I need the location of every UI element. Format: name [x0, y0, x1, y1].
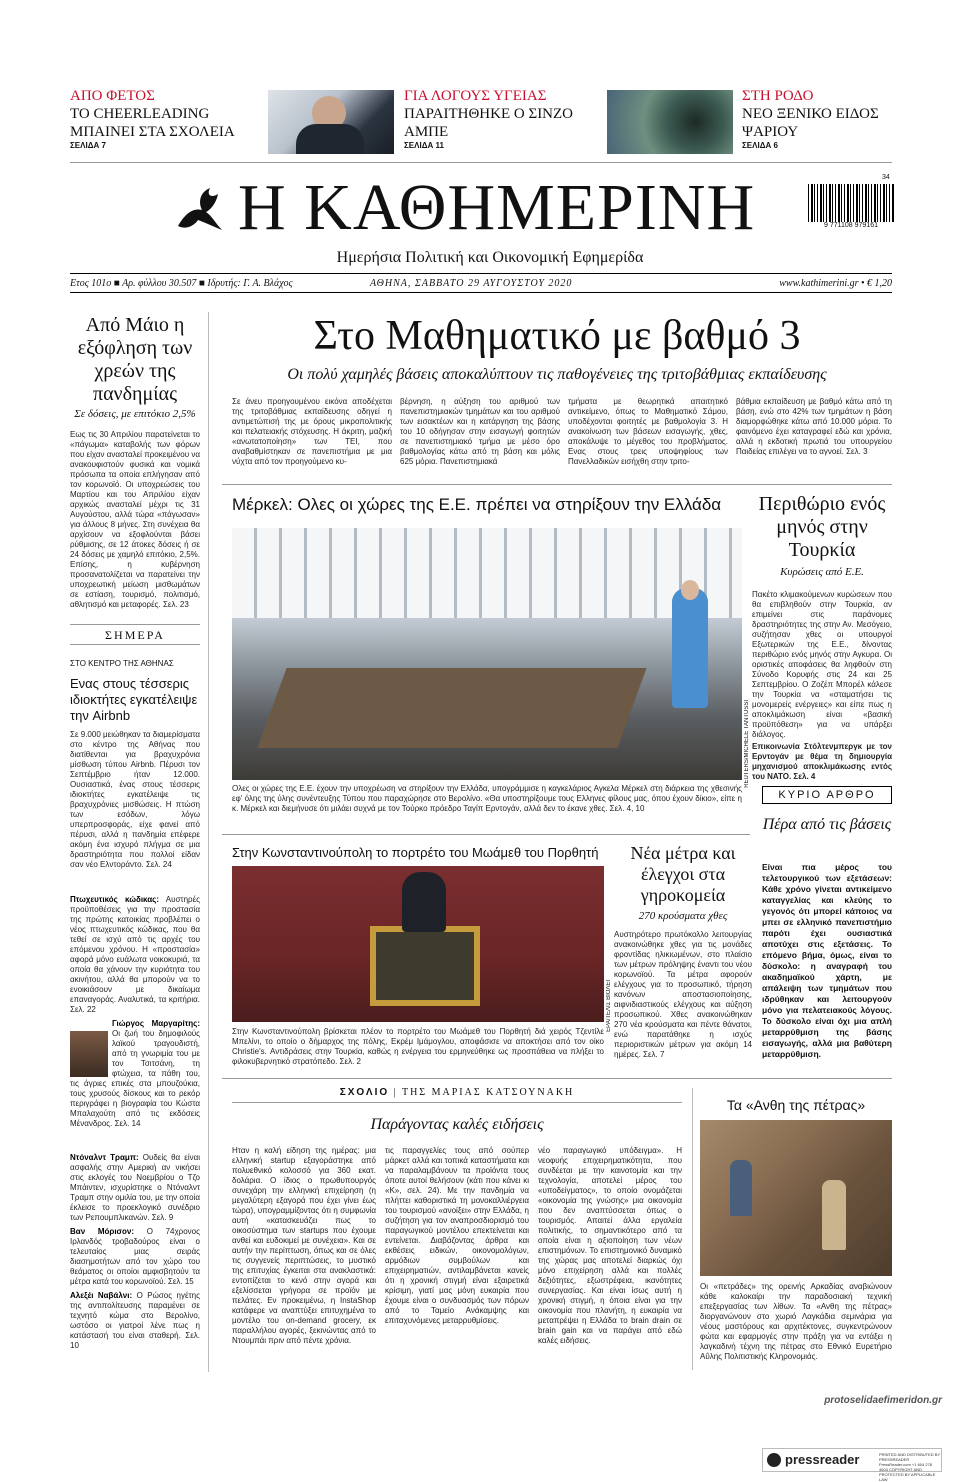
- portrait-caption: Στην Κωνσταντινούπολη βρίσκεται πλέον το πορτρέτο του Μωάμεθ του Πορθητή διά χειρός Τζεντίλε Μπελίνι, το οποίο ο δήμαρχος της πόλης, Εκρέμ Ιμάμογλου, αποφάσισε να αποκτήσει από τον οίκο Christie's. Αντιδράσεις στην Τουρκία, καθώς η ενέργεια του ερμηνεύθηκε ως προσπάθεια να πλήξει το φιλοκυβερνητικό στρατόπεδο. Σελ. 2: [232, 1027, 604, 1066]
- editorial-text: Είναι πια μέρος του τελετουργικού των εξετάσεων: Κάθε χρόνο γίνεται αντικείμενο καταγγελίας και κλεύης το γεγονός ότι μπορεί κάποιος να μπει σε ελληνικό πανεπιστήμιο παρότι έχει ουσιαστικά αποτύχει στις εξετάσεις. Το επόμενο βήμα, όμως, είναι το δύσκολο: η αναγραφή του ακαδημαϊκού χάρτη, με απάλειψη των τμημάτων που ιδρύθηκαν και λειτουργούν μόνο για πελατειακούς λόγους. Το δύσκολο είναι όχι μια απλή μεταρρύθμιση της βάσης εισαγωγής, αλλά μια βαθύτερη μεταρρύθμιση.: [762, 862, 892, 1059]
- divider: [222, 1078, 892, 1079]
- teaser-page: ΣΕΛΙΔΑ 7: [70, 141, 106, 150]
- flowers-caption: Οι «πετράδες» της ορεινής Αρκαδίας αναβιώνουν κάθε καλοκαίρι την παραδοσιακή τεχνική επεξεργασίας των λίθων. Τα «Ανθη της πέτρας» διοργανώνουν στο χωριό Λαγκάδια σεμινάρια για νέους μαστόρους και αρχιτέκτονες, συγκεντρώνουν φώτα και εφαρμογές στην πράξη για να εντάξει η λαγκαδινή τέχνη της πέτρας στο Εθνικό Ευρετήριο Αΰλης Πολιτιστικής Κληρονομιάς.: [700, 1282, 892, 1361]
- painting-shape: [370, 926, 480, 1006]
- barcode-number: 9 771108 979161: [824, 222, 878, 229]
- simera-article[interactable]: [70, 659, 200, 870]
- griffin-logo-icon: [172, 182, 228, 238]
- portrait-headline[interactable]: Στην Κωνσταντινούπολη το πορτρέτο του Μωάμεθ του Πορθητή: [232, 845, 599, 860]
- editorial-label: ΚΥΡΙΟ ΑΡΘΡΟ: [762, 786, 892, 804]
- site-price: www.kathimerini.gr • € 1,20: [779, 278, 892, 289]
- scholio-col-3: νέο παραγωγικό υπόδειγμα». Η νεοφυής επιχειρηματικότητα, που συνδέεται με την καινοτομία και την τεχνολογία, αποτελεί μέρος του «υποδείγματος», το οποίο ονομάζεται «οικονομία της γνώσης» μια οικονομία που δεν αναπτύσσεται όπως ο τουρισμός. Απαιτεί άλλα εργαλεία πολιτικής, το σημαντικότερο από τα οποία είναι η αξιοποίηση των νέων επιστημόνων. Το επιστημονικό δυναμικό της χώρας μας αποτελεί διαρκώς όχι μόνο επιχείρηση αλλά και πολλές δεξιότητες, εξωστρέφεια, ικανότητες συνεργασίας. Και είναι ίσως αυτή η χρονική στιγμή, η όποια είναι για την οικονομία που πλανήτη, η ευκαιρία να μεταπρέψει η Ελλάδα το brain drain σε brain gain και να παράγει από εδώ καλές ειδήσεις.: [538, 1146, 682, 1345]
- teaser-abe-photo[interactable]: [268, 90, 394, 154]
- pressreader-small: PRINTED AND DISTRIBUTED BY PRESSREADER PressReader.com +1 604 278 4604 COPYRIGHT AND PROTECTED BY APPLICABLE LAW: [879, 1452, 941, 1482]
- barcode-bars: [808, 184, 894, 222]
- merkel-figure: [672, 588, 708, 708]
- masthead-subtitle: Ημερήσια Πολιτική και Οικονομική Εφημερίδα: [336, 249, 644, 266]
- barcode: [808, 184, 894, 236]
- divider: [70, 644, 200, 645]
- left-lead-subtitle: Σε δόσεις, με επιτόκιο 2,5%: [74, 408, 196, 420]
- teaser-page: ΣΕΛΙΔΑ 11: [404, 141, 444, 150]
- simera-text: Σε 9.000 μειώθηκαν τα διαμερίσματα στο κέντρο της Αθήνας που διατίθενται για βραχυχρόνια μίσθωση τύπου Airbnb. Πέρυσι τον Σεπτέμβριο ήταν 12.000. Ουσιαστικά, ένας στους τέσσερις ιδιοκτήτες εγκατέλειψε τις βραχυχρόνιες μισθώσεις. Η πτώση των εσόδων, λόγω υπερπροσφοράς, είχε φανεί από πέρυσι, αλλά η πανδημία επέφερε ακόμη ένα ισχυρό πλήγμα σε μια δραστηριότητα που πολλοί είδαν σαν νέο Ελντοράντο. Σελ. 24: [70, 730, 200, 869]
- scholio-col-2: τις παραγγελίες τους από σούπερ μάρκετ αλλά και τοπικά καταστήματα και να παραλαμβάνουν τα προϊόντα τους όποτε αυτοί θελήσουν (κάτι που κάνει κι «Κ», σελ. 24). Με την πανδημία να πλήττει καθοριστικά τη μονοκαλλιέργεια του τουρισμού «ανοίξει» στην Ελλάδα, η συζήτηση για τον αναπροσδιορισμό του παραγωγικού μοντέλου επεκτείνεται και εντείνεται. Διαβάζοντας άρθρα και εκθέσεις ειδικών, οικονομολόγων, αρμόδιων συμβούλων και επιχειρηματιών, αντιλαμβάνεται κανείς ότι η χρονική στιγμή είναι εξαιρετικά κρίσιμη, γιατί μας μόνη ευκαιρία που έχουμε είναι ο συνδυασμός των πόρων από το Ταμείο Ανάκαμψης και επιταχυνόμενες μεταρρυθμίσεις.: [385, 1146, 529, 1325]
- barcode-top: 34: [882, 174, 890, 181]
- lead-col-4: βάθμια εκπαίδευση με βαθμό κάτω από τη βάση, ενώ στο 42% των τμημάτων η βάση διαμορφώθηκε κάτω από 10.000 μόρια. Το φαινόμενο έχει καταγραφεί εδώ και χρόνια, αλλά η εκδοτική πρωτιά του υπουργείου Παιδείας επιλέγει να το αγνοεί. Σελ. 3: [736, 397, 892, 456]
- issue-info: Ετος 101ο ■ Αρ. φύλλου 30.507 ■ Ιδρυτής: Γ. Α. Βλάχος: [70, 278, 293, 289]
- scholio-author: ΤΗΣ ΜΑΡΙΑΣ ΚΑΤΣΟΥΝΑΚΗ: [401, 1087, 575, 1098]
- brief-text: Ο 74χρονος Ιρλανδός τροβαδούρος είναι ο τελευταίος μιας σειράς διασημοτήτων από τον χώρο του θεάματος οι οποίοι αμφισβητούν τα μέτρα κατά του κορωνοϊού. Σελ. 15: [70, 1227, 200, 1286]
- brief-text: Αυστηρές προϋποθέσεις για την προστασία της πρώτης κατοικίας προβλέπει ο νέος πτωχευτικός κώδικας, που θα τεθεί σε ισχύ από τις αρχές του επόμενου χρόνου. Η «προστασία» αφορά μόνο ευάλωτα νοικοκυριά, τα οποία θα χάνουν την κυριότητα του ακινήτου, αλλά θα μπορούν να το ενοικιάσουν με δικαίωμα επαναγοράς. Αναλυτικά, τα κριτήρια. Σελ. 22: [70, 895, 201, 1014]
- merkel-credit: REUTERS/MICHELE TANTUSSI: [744, 700, 750, 788]
- turkey-bullet: Επικοινωνία Στόλτενμπεργκ με τον Ερντογάν με θέμα τη δημιουργία μηχανισμού αποκλιμάκωσης εντός του ΝΑΤΟ. Σελ. 4: [752, 742, 892, 781]
- masthead-title: Η ΚΑΘΗΜΕΡΙΝΗ: [238, 171, 756, 244]
- left-lead[interactable]: [70, 314, 200, 610]
- brief-head: Αλεξέι Ναβάλνι:: [70, 1291, 133, 1300]
- brief-head: Γιώργος Μαργαρίτης:: [112, 1019, 200, 1028]
- merkel-headline-bold: Μέρκελ:: [232, 495, 293, 514]
- nursing-article[interactable]: [614, 843, 752, 1060]
- left-lead-title: Από Μάιο η εξόφληση των χρεών της πανδημίας: [77, 314, 193, 405]
- scholio-title[interactable]: Παράγοντας καλές ειδήσεις: [370, 1116, 544, 1133]
- brief-text: Ουδείς θα είναι ασφαλής στην Αμερική αν νικήσει στις εκλογές του Νοεμβρίου ο Τζο Μπάιντεν, ισχυρίστηκε ο Ντόναλντ Τραμπ στην ομιλία του, με την οποία έκλεισε το προεκλογικό συνέδριο των Ρεπουμπλικανών. Σελ. 9: [70, 1153, 200, 1222]
- turkey-text: Πακέτο κλιμακούμενων κυρώσεων που θα επιβληθούν στην Τουρκία, αν επιμείνει στις παράνομες δραστηριότητες της στην Αν. Μεσόγειο, συζήτησαν χθες οι υπουργοί Εξωτερικών της Ε.Ε., δίνοντας περιθώριο ενός μηνός στην Αγκυρα. Οι οριστικές αποφάσεις θα ληφθούν στη Σύνοδο Κορυφής στις 24 και 25 Σεπτεμβρίου. Ο Ζοζέπ Μπορέλ κάλεσε την Τουρκία να «σταματήσει τις μονομερείς ενέργειες» και είπε πως η αποκλιμάκωση είναι «βασική προϋπόθεση» για να υπάρξει διάλογος.: [752, 590, 892, 739]
- turkey-title: Περιθώριο ενός μηνός στην Τουρκία: [758, 493, 886, 561]
- teaser-title: ΝΕΟ ΞΕΝΙΚΟ ΕΙΔΟΣ ΨΑΡΙΟΥ: [742, 106, 879, 140]
- lead-col-3: τμήματα με θεωρητικά απαιτητικό αντικείμενο, όπως το Μαθηματικό Σάμου, υποδέχονται φοιτητές με βαθμολογία 3. Η ανακοίνωση των βάσεων εισαγωγής, χθες, αποκάλυψε το μέγεθος του προβλήματος. Ενας στους τρεις υποψηφίους των Πανελλαδικών εισήχθη στην τριτο-: [568, 397, 728, 466]
- site-watermark[interactable]: protoselidaefimeridon.gr: [824, 1395, 942, 1406]
- brief-item[interactable]: [70, 1291, 200, 1351]
- flowers-photo[interactable]: [700, 1120, 892, 1276]
- brief-head: Ντόναλντ Τραμπ:: [70, 1153, 139, 1162]
- merkel-headline[interactable]: [232, 495, 742, 515]
- lead-title[interactable]: Στο Μαθηματικό με βαθμό 3: [313, 313, 801, 359]
- teaser-fish[interactable]: [742, 88, 902, 150]
- rule: [70, 273, 892, 274]
- margaritis-photo: [70, 1031, 108, 1077]
- worker-figure: [822, 1180, 846, 1250]
- scholio-col-1: Ηταν η καλή είδηση της ημέρας: μια ελληνική startup εξαγοράστηκε από πολυεθνικό κολοσσό για 360 εκατ. δολάρια. Ο ίδιος ο πρωθυπουργός συνεχάρη την ελληνική επιχείρηση (η μεγαλύτερη εξαγορά που έχει γίνει έως τώρα), υπογραμμίζοντας ότι η συμφωνία αυτή «κατασκευάζει πως το οικοσύστημα των startups που έχουμε ανθεί και ευδοκιμεί με συνέχεια». Και σε αυτήν την περίπτωση, όπως και σε όλες τις συγγενείς περιπτώσεις, το μυστικό της επιτυχίας έγκειται στα ανακλαστικά: εντοπίζεται το κενό στην αγορά και εξελίσσεται γρήγορα σε προϊόν με πελάτες. Εν προκειμένω, η InstaShop κατάφερε να αναπτύξει επιτυχημένα το μοντέλο του on-demand grocery, εκ παραλλήλου αγορές, ξεκινώντας από το Ντουμπάι πριν από πέντε χρόνια.: [232, 1146, 376, 1345]
- windows-shape: [232, 528, 742, 618]
- teaser-kicker: ΣΤΗ ΡΟΔΟ: [742, 88, 814, 104]
- rule: [70, 292, 892, 293]
- left-lead-text: Εως τις 30 Απριλίου παρατείνεται το «πάγωμα» καταβολής των φόρων που είχαν ανασταλεί προκειμένου να ανακουφιστούν φυσικά και νομικά πρόσωπα τα οποία επλήγησαν από τον κορωνοϊό. Οι υποχρεώσεις του Μαρτίου και του Απριλίου είχαν αρχικώς ανασταλεί μέχρι τις 31 Αυγούστου, αλλά τώρα «πάγωσαν» για άλλους 8 μήνες. Στη συνέχεια θα αρχίσουν να εξοφλούνται βάσει ρύθμισης, σε 12 άτοκες δόσεις ή σε 24 δόσεις με χαμηλό επιτόκιο, 2,5%. Επίσης, η κυβέρνηση προσανατολίζεται να παρατείνει την υποχρεωτική μείωση μισθωμάτων σε εστίαση, τουρισμό, πολιτισμό, αθλητισμό και μεταφορές. Σελ. 23: [70, 430, 200, 609]
- teaser-kicker: ΑΠΟ ΦΕΤΟΣ: [70, 88, 155, 104]
- teaser-fish-photo[interactable]: [607, 90, 733, 154]
- divider: [222, 834, 750, 835]
- turkey-article[interactable]: [752, 493, 892, 782]
- pressreader-label: pressreader: [785, 1452, 860, 1467]
- date-line: ΑΘΗΝΑ, ΣΑΒΒΑΤΟ 29 ΑΥΓΟΥΣΤΟΥ 2020: [370, 278, 573, 289]
- simera-label: ΣΗΜΕΡΑ: [105, 628, 165, 642]
- divider: [70, 162, 892, 163]
- scholio-tag: ΣΧΟΛΙΟ: [339, 1087, 390, 1098]
- merkel-caption: Ολες οι χώρες της Ε.Ε. έχουν την υποχρέωση να στηρίξουν την Ελλάδα, υπογράμμισε η καγκελάριος Αγκελα Μέρκελ στη διάρκεια της χθεσινής εφ' όλης της ύλης συνέντευξης Τύπου που παραχώρησε στο Βερολίνο. «Θα υποστηρίξουμε τους Ελληνες φίλους μας, όπου έχουν δίκιο», είπε η κ. Μέρκελ και διεμήνυσε ότι μιλάει συχνά με τον Τούρκο πρόεδρο Ταγίπ Ερντογάν, αλλά δεν το έκανε χθες. Σελ. 4, 10: [232, 784, 742, 813]
- nursing-title: Νέα μέτρα και έλεγχοι στα γηροκομεία: [630, 843, 736, 905]
- pressreader-badge[interactable]: [762, 1448, 942, 1482]
- flowers-title[interactable]: Τα «Ανθη της πέτρας»: [726, 1097, 866, 1113]
- lead-subtitle: Οι πολύ χαμηλές βάσεις αποκαλύπτουν τις παθογένειες της τριτοβάθμιας εκπαίδευσης: [287, 366, 827, 383]
- divider: [232, 1102, 682, 1103]
- teaser-title: ΠΑΡΑΙΤΗΘΗΚΕ Ο ΣΙΝΖΟ ΑΜΠΕ: [404, 106, 574, 140]
- lead-col-2: βέρνηση, η αύξηση του αριθμού των πανεπιστημιακών τμημάτων και του αριθμού των εισακτέων και η κατάργηση της βάσης του 10 οδήγησαν στην εισαγωγή φοιτητών σε πανεπιστημιακό τμήμα με μέσο όρο βαθμολογίας κάτω από τη βάση και μόλις 625 μόρια. Πανεπιστημιακά: [400, 397, 560, 466]
- teaser-cheerleading[interactable]: [70, 88, 260, 150]
- column-divider: [208, 312, 209, 1372]
- scholio-label: ΣΧΟΛΙΟ | ΤΗΣ ΜΑΡΙΑΣ ΚΑΤΣΟΥΝΑΚΗ: [339, 1087, 575, 1098]
- mayor-figure: [402, 872, 446, 932]
- lead-col-1: Σε άνευ προηγουμένου εικόνα αποδέχεται της τριτοβάθμιας εκπαίδευσης οδηγεί η αντιμετώπισή της με όρους μικροπολιτικής και πελατειακής στόχευσης. Η άκριτη, μαζική «ανωτατοποίηση» των ΤΕΙ, που αναβαθμίστηκαν σε πανεπιστήμια με μια νύχτα από τον προηγούμενο κυ-: [232, 397, 392, 466]
- brief-item[interactable]: [70, 1153, 200, 1223]
- teaser-kicker: ΓΙΑ ΛΟΓΟΥΣ ΥΓΕΙΑΣ: [404, 88, 547, 104]
- pressreader-icon: [767, 1453, 781, 1467]
- teaser-title: ΤΟ CHEERLEADING ΜΠΑΙΝΕΙ ΣΤΑ ΣΧΟΛΕΙΑ: [70, 106, 235, 140]
- brief-item[interactable]: [70, 895, 200, 1015]
- simera-title: Ενας στους τέσσερις ιδιοκτήτες εγκατέλειψε την Airbnb: [70, 676, 198, 723]
- brief-text: Οι ζωή του δημοφιλούς λαϊκού τραγουδιστή, από τη γνωριμία του με τον Τσιτσάνη, τη φτώχεια, τα πάθη του, τις άγριες επικές στα μπουζούκια, τους χρυσούς δίσκους και το ρεκόρ περιγράφει η βιογραφία του Κώστα Μπαλαχούτη από τις εκδόσεις Μένανδρος. Σελ. 14: [70, 1029, 200, 1128]
- nursing-text: Αυστηρότερο πρωτόκολλο λειτουργίας ανακοινώθηκε χθες για τις μονάδες φροντίδας ηλικιωμένων, στο πλαίσιο των μέτρων πρόληψης έναντι του νέου κορωνοϊού. Τα μέτρα αφορούν ελέγχους για το προσωπικό, τήρηση κανόνων αποστασιοποίησης, αιφνιδιαστικούς ελέγχους και αύξηση προσωπικού. Χθες ανακοινώθηκαν 270 νέα κρούσματα και πέντε θάνατοι, ενώ παρατάθηκε η ισχύς περιοριστικών μέτρων για ακόμη 14 ημέρες. Σελ. 7: [614, 930, 752, 1059]
- merkel-headline-text: Ολες οι χώρες της Ε.Ε. πρέπει να στηρίξουν την Ελλάδα: [297, 495, 722, 514]
- brief-head: Πτωχευτικός κώδικας:: [70, 895, 159, 904]
- column-divider: [692, 1088, 693, 1370]
- teaser-page: ΣΕΛΙΔΑ 6: [742, 141, 778, 150]
- merkel-photo[interactable]: [232, 528, 742, 780]
- brief-item[interactable]: [70, 1019, 200, 1149]
- worker-figure: [730, 1160, 752, 1216]
- nursing-subtitle: 270 κρούσματα χθες: [638, 910, 728, 922]
- divider: [222, 484, 892, 485]
- portrait-photo[interactable]: [232, 866, 604, 1022]
- suit-shape: [296, 124, 364, 154]
- merkel-head: [681, 580, 699, 600]
- simera-section: ΣΤΟ ΚΕΝΤΡΟ ΤΗΣ ΑΘΗΝΑΣ: [70, 659, 174, 668]
- divider: [70, 624, 200, 625]
- brief-text: Ο Ρώσος ηγέτης της αντιπολίτευσης παραμένει σε τεχνητό κώμα στο Βερολίνο, ωστόσο οι γιατροί λένε πως η κατάστασή του είναι σταθερή. Σελ. 10: [70, 1291, 200, 1350]
- brief-item[interactable]: [70, 1227, 200, 1287]
- briefs-list: [70, 895, 200, 1351]
- turkey-subtitle: Κυρώσεις από Ε.Ε.: [780, 566, 864, 578]
- brief-head: Βαν Μόρισον:: [70, 1227, 135, 1236]
- teaser-abe[interactable]: [404, 88, 584, 150]
- portrait-credit: EPA/ΤΕΛΙΣ ΒΙΟΛΕΙ: [606, 980, 612, 1032]
- table-shape: [257, 668, 646, 748]
- editorial-title[interactable]: Πέρα από τις βάσεις: [762, 816, 892, 833]
